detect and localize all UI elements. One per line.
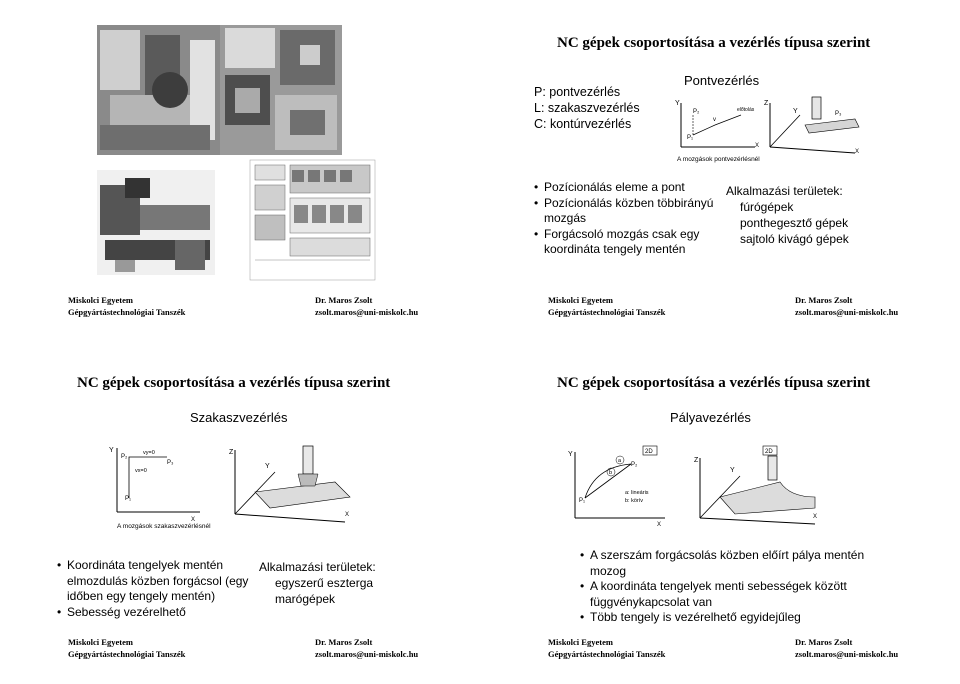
applications-block: [726, 183, 849, 247]
diagram-label: X: [755, 143, 760, 149]
footer-university: Miskolci Egyetem: [548, 295, 613, 305]
slide-subtitle: Pontvezérlés: [684, 73, 760, 88]
list-item: • Több tengely is vezérelhető egyidejűleg: [580, 610, 880, 626]
diagram-label: előtolás: [737, 107, 755, 113]
point-control-diagram: [675, 95, 870, 165]
diagram-caption: A mozgások pontvezérlésnél: [677, 156, 760, 163]
slide-title: NC gépek csoportosítása a vezérlés típusa szerint: [557, 375, 871, 391]
applications-item: fúrógépek: [740, 200, 794, 214]
diagram-label: Z: [694, 457, 699, 464]
diagram-label: P₂: [693, 109, 700, 115]
list-item: • Forgácsoló mozgás csak egy koordináta tengely mentén: [534, 227, 724, 258]
applications-item: egyszerű eszterga: [275, 576, 374, 590]
applications-item: sajtoló kivágó gépek: [740, 232, 849, 246]
list-item: • A koordináta tengelyek menti sebességek között függvénykapcsolat van: [580, 579, 880, 610]
feature-list: [534, 180, 724, 258]
legend-item: P: pontvezérlés: [534, 85, 621, 99]
diagram-label: P₂: [631, 462, 638, 468]
slide-subtitle: Szakaszvezérlés: [190, 410, 288, 425]
diagram-label: Y: [675, 100, 680, 107]
diagram-label: X: [813, 514, 818, 520]
footer-email: zsolt.maros@uni-miskolc.hu: [795, 649, 899, 659]
list-item: • Pozícionálás eleme a pont: [534, 180, 724, 196]
footer-university: Miskolci Egyetem: [68, 295, 133, 305]
list-item: • A szerszám forgácsolás közben előírt pálya mentén mozog: [580, 548, 880, 579]
slide-title: NC gépek csoportosítása a vezérlés típusa szerint: [557, 35, 871, 51]
line-control-diagram: [105, 442, 375, 532]
footer-department: Gépgyártástechnológiai Tanszék: [548, 649, 666, 659]
diagram-label: Y: [730, 467, 735, 474]
feature-list: [580, 548, 880, 626]
footer-author: Dr. Maros Zsolt: [315, 637, 373, 647]
diagram-label: a: lineáris: [625, 490, 649, 496]
diagram-label: P₂: [121, 454, 128, 460]
diagram-label: vy=0: [143, 450, 155, 456]
footer-email: zsolt.maros@uni-miskolc.hu: [795, 307, 899, 317]
list-item: • Sebesség vezérelhető: [57, 605, 252, 621]
footer-university: Miskolci Egyetem: [548, 637, 613, 647]
slide-4: [480, 342, 960, 684]
applications-item: ponthegesztő gépek: [740, 216, 849, 230]
footer-department: Gépgyártástechnológiai Tanszék: [68, 307, 186, 317]
diagram-label: P₁: [579, 498, 586, 504]
list-item: • Pozícionálás közben többirányú mozgás: [534, 196, 724, 227]
diagram-tag: 2D: [645, 449, 653, 455]
diagram-label: P₁: [125, 496, 132, 502]
diagram-label: P₁: [687, 135, 694, 141]
applications-heading: Alkalmazási területek:: [259, 560, 376, 574]
machine-photos: [0, 0, 480, 290]
slide-2: [480, 0, 960, 330]
footer-department: Gépgyártástechnológiai Tanszék: [68, 649, 186, 659]
legend-item: C: kontúrvezérlés: [534, 117, 632, 131]
diagram-label: vx=0: [135, 468, 147, 474]
diagram-label: b: [609, 470, 613, 476]
diagram-label: Y: [109, 447, 114, 454]
footer-university: Miskolci Egyetem: [68, 637, 133, 647]
footer-department: Gépgyártástechnológiai Tanszék: [548, 307, 666, 317]
diagram-label: X: [855, 149, 860, 155]
diagram-label: X: [345, 512, 350, 518]
footer-author: Dr. Maros Zsolt: [315, 295, 373, 305]
list-item: • Koordináta tengelyek mentén elmozdulás közben forgácsol (egy időben egy tengely mentén): [57, 558, 252, 605]
slide-1: [0, 0, 480, 330]
applications-block: [259, 559, 376, 607]
diagram-label: P₃: [167, 460, 174, 466]
footer-author: Dr. Maros Zsolt: [795, 637, 853, 647]
diagram-label: X: [191, 517, 196, 523]
contour-control-diagram: [565, 442, 835, 532]
diagram-caption: A mozgások szakaszvezérlésnél: [117, 523, 211, 530]
slide-3: [0, 342, 480, 684]
diagram-tag: 2D: [765, 449, 773, 455]
diagram-label: P₃: [835, 111, 842, 117]
diagram-label: Y: [265, 463, 270, 470]
diagram-label: X: [657, 522, 662, 528]
footer-email: zsolt.maros@uni-miskolc.hu: [315, 649, 419, 659]
diagram-label: v: [713, 117, 716, 123]
diagram-label: Y: [793, 108, 798, 115]
applications-item: marógépek: [275, 592, 336, 606]
diagram-label: Z: [764, 100, 769, 107]
control-types-legend: [534, 84, 640, 132]
diagram-label: Z: [229, 449, 234, 456]
diagram-label: a: [618, 458, 622, 464]
footer-email: zsolt.maros@uni-miskolc.hu: [315, 307, 419, 317]
feature-list: [57, 558, 252, 620]
slide-subtitle: Pályavezérlés: [670, 410, 751, 425]
diagram-label: b: körív: [625, 498, 644, 504]
legend-item: L: szakaszvezérlés: [534, 101, 640, 115]
diagram-label: Y: [568, 451, 573, 458]
footer-author: Dr. Maros Zsolt: [795, 295, 853, 305]
slide-title: NC gépek csoportosítása a vezérlés típusa szerint: [77, 375, 391, 391]
applications-heading: Alkalmazási területek:: [726, 184, 843, 198]
